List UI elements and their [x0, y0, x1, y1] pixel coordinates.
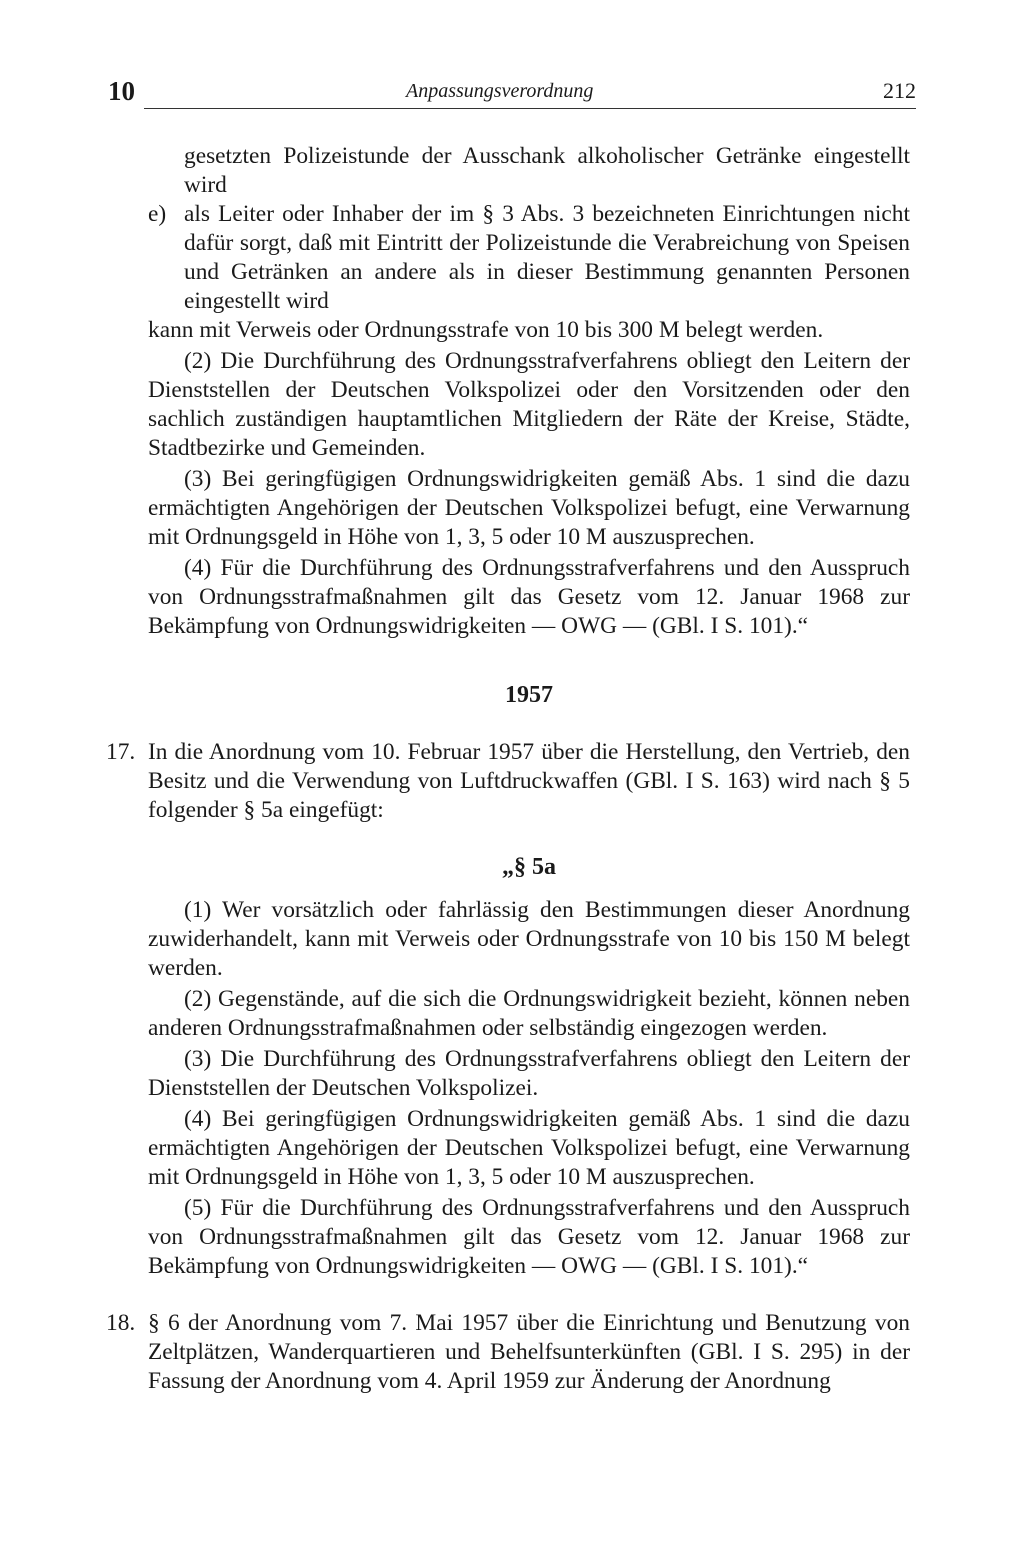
page-body	[106, 142, 910, 1396]
page-number: 212	[883, 78, 916, 103]
header-rule	[144, 108, 916, 109]
list-item-label: e)	[148, 201, 167, 227]
penalty-clause: kann mit Verweis oder Ordnungsstrafe von 10 bis 300 M belegt werden.	[148, 317, 824, 343]
item-text: In die Anordnung vom 10. Februar 1957 über die Herstellung, den Vertrieb, den Besitz und die Verwendung von Luftdruckwaffen (GBl. I S. 163) wird nach § 5 folgender § 5a eingefügt:	[148, 739, 910, 823]
chapter-number: 10	[108, 76, 135, 106]
item-number: 17.	[106, 739, 136, 765]
item-number: 18.	[106, 1310, 136, 1336]
list-item-text: als Leiter oder Inhaber der im § 3 Abs. 3 bezeichneten Einrichtungen nicht dafür sorgt, daß mit Eintritt der Polizeistunde die Verabreichung von Speisen und Getränken an andere als in dieser Bestimmung genannten Personen eingestellt wird	[184, 201, 910, 314]
section-paragraph-3: (3) Die Durchführung des Ordnungsstrafverfahrens obliegt den Leitern der Dienststellen der Deutschen Volkspolizei.	[148, 1046, 910, 1101]
paragraph-3: (3) Bei geringfügigen Ordnungswidrigkeiten gemäß Abs. 1 sind die dazu ermächtigten Angehörigen der Deutschen Volkspolizei befugt, eine Verwarnung mit Ordnungsgeld in Höhe von 1, 3, 5 oder 10 M auszusprechen.	[148, 466, 910, 550]
list-item-e	[148, 200, 910, 316]
section-paragraph-4: (4) Bei geringfügigen Ordnungswidrigkeiten gemäß Abs. 1 sind die dazu ermächtigten Angehörigen der Deutschen Volkspolizei befugt, eine Verwarnung mit Ordnungsgeld in Höhe von 1, 3, 5 oder 10 M auszusprechen.	[148, 1106, 910, 1190]
section-title: „§ 5a	[502, 854, 556, 880]
section-paragraph-2: (2) Gegenstände, auf die sich die Ordnungswidrigkeit bezieht, können neben anderen Ordnungsstrafmaßnahmen oder selbständig eingezogen werden.	[148, 986, 910, 1041]
section-paragraph-5: (5) Für die Durchführung des Ordnungsstrafverfahrens und den Ausspruch von Ordnungsstrafmaßnahmen gilt das Gesetz vom 12. Januar 1968 zur Bekämpfung von Ordnungswidrigkeiten — OWG — (GBl. I S. 101).“	[148, 1195, 910, 1279]
continuation-text: gesetzten Polizeistunde der Ausschank alkoholischer Getränke eingestellt wird	[184, 143, 910, 198]
running-title: Anpassungsverordnung	[406, 80, 594, 102]
year-heading: 1957	[505, 682, 553, 708]
item-text: § 6 der Anordnung vom 7. Mai 1957 über die Einrichtung und Benutzung von Zeltplätzen, Wanderquartieren und Behelfsunterkünften (GBl. I S. 295) in der Fassung der Anordnung vom 4. April 1959 zur Änderung der Anordnung	[148, 1310, 910, 1394]
paragraph-4: (4) Für die Durchführung des Ordnungsstrafverfahrens und den Ausspruch von Ordnungsstrafmaßnahmen gilt das Gesetz vom 12. Januar 1968 zur Bekämpfung von Ordnungswidrigkeiten — OWG — (GBl. I S. 101).“	[148, 555, 910, 639]
paragraph-2: (2) Die Durchführung des Ordnungsstrafverfahrens obliegt den Leitern der Dienststellen der Deutschen Volkspolizei oder den Vorsitzenden oder den sachlich zuständigen hauptamtlichen Mitgliedern der Räte der Kreise, Städte, Stadtbezirke und Gemeinden.	[148, 348, 910, 461]
numbered-item-17	[106, 738, 910, 825]
page-header	[108, 76, 916, 110]
numbered-item-18	[106, 1309, 910, 1396]
section-paragraph-1: (1) Wer vorsätzlich oder fahrlässig den Bestimmungen dieser Anordnung zuwiderhandelt, kann mit Verweis oder Ordnungsstrafe von 10 bis 150 M belegt werden.	[148, 897, 910, 981]
spacer	[148, 1281, 910, 1309]
